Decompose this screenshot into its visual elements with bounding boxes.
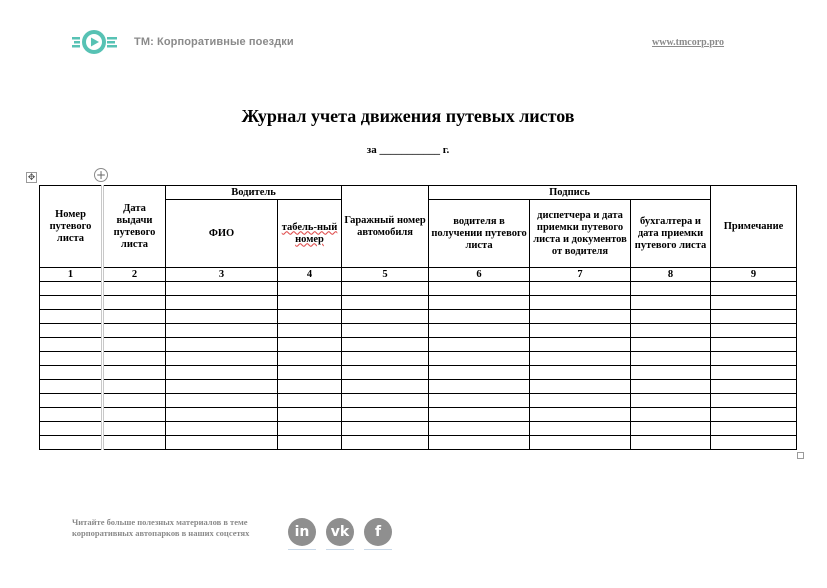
header-tab-number [278, 200, 342, 268]
table-cell[interactable] [429, 366, 530, 380]
table-cell[interactable] [40, 324, 103, 338]
table-cell[interactable] [103, 324, 166, 338]
table-cell[interactable] [166, 324, 278, 338]
column-number: 7 [530, 268, 631, 282]
linkedin-icon[interactable]: in [288, 518, 316, 546]
table-cell[interactable] [711, 408, 797, 422]
table-row [40, 352, 797, 366]
table-cell[interactable] [429, 422, 530, 436]
table-row [40, 366, 797, 380]
data-rows [40, 282, 797, 450]
header-number: Номер путевого листа [40, 186, 103, 268]
table-cell[interactable] [631, 436, 711, 450]
table-cell[interactable] [711, 352, 797, 366]
table-cell[interactable] [166, 380, 278, 394]
table-cell[interactable] [711, 324, 797, 338]
footer-text: Читайте больше полезных материалов в теме корпоративных автопарков в наших соцсетях [72, 517, 250, 538]
header-accountant-signature: бухгалтера и дата приемки путевого листа [631, 200, 711, 268]
table-cell[interactable] [278, 380, 342, 394]
table-cell[interactable] [711, 380, 797, 394]
table-cell[interactable] [166, 310, 278, 324]
table-cell[interactable] [103, 282, 166, 296]
table-cell[interactable] [103, 380, 166, 394]
table-cell[interactable] [429, 380, 530, 394]
header-date: Дата выдачи путевого листа [103, 186, 166, 268]
table-cell[interactable] [530, 366, 631, 380]
table-cell[interactable] [711, 394, 797, 408]
table-cell[interactable] [711, 282, 797, 296]
site-link[interactable]: www.tmcorp.pro [652, 37, 725, 48]
table-row [40, 436, 797, 450]
table-cell[interactable] [342, 296, 429, 310]
table-cell[interactable] [530, 352, 631, 366]
table-cell[interactable] [429, 282, 530, 296]
table-cell[interactable] [711, 436, 797, 450]
column-number: 4 [278, 268, 342, 282]
table-cell[interactable] [342, 380, 429, 394]
vk-underline [326, 549, 354, 550]
table-cell[interactable] [342, 338, 429, 352]
table-cell[interactable] [342, 394, 429, 408]
table-cell[interactable] [103, 352, 166, 366]
table-cell[interactable] [278, 352, 342, 366]
table-cell[interactable] [342, 282, 429, 296]
header-signature-group: Подпись [429, 186, 711, 200]
play-logo-icon [72, 28, 117, 56]
table-cell[interactable] [342, 408, 429, 422]
table-cell[interactable] [278, 310, 342, 324]
column-number: 5 [342, 268, 429, 282]
table-cell[interactable] [429, 408, 530, 422]
table-cell[interactable] [711, 422, 797, 436]
table-cell[interactable] [278, 436, 342, 450]
table-cell[interactable] [278, 296, 342, 310]
table-cell[interactable] [103, 436, 166, 450]
table-cell[interactable] [103, 394, 166, 408]
document-title: Журнал учета движения путевых листов [241, 106, 575, 126]
table-cell[interactable] [40, 422, 103, 436]
table-row [40, 282, 797, 296]
table-cell[interactable] [530, 394, 631, 408]
table-row [40, 422, 797, 436]
brand-name: ТМ: Корпоративные поездки [134, 36, 294, 48]
table-cell[interactable] [278, 338, 342, 352]
table-cell[interactable] [530, 296, 631, 310]
table-cell[interactable] [429, 352, 530, 366]
table-cell[interactable] [103, 408, 166, 422]
table-cell[interactable] [40, 394, 103, 408]
header-driver-group: Водитель [166, 186, 342, 200]
table-cell[interactable] [40, 380, 103, 394]
table-cell[interactable] [631, 366, 711, 380]
column-number: 1 [40, 268, 103, 282]
table-cell[interactable] [278, 394, 342, 408]
table-cell[interactable] [342, 324, 429, 338]
table-cell[interactable] [166, 338, 278, 352]
table-cell[interactable] [103, 422, 166, 436]
header-fio: ФИО [166, 200, 278, 268]
table-cell[interactable] [278, 282, 342, 296]
table-cell[interactable] [166, 296, 278, 310]
table-cell[interactable] [40, 282, 103, 296]
table-cell[interactable] [278, 324, 342, 338]
table-cell[interactable] [631, 408, 711, 422]
table-cell[interactable] [103, 310, 166, 324]
table-cell[interactable] [530, 408, 631, 422]
header-garage-number: Гаражный номер автомобиля [342, 186, 429, 268]
table-cell[interactable] [530, 310, 631, 324]
table-cell[interactable] [342, 310, 429, 324]
table-cell[interactable] [278, 366, 342, 380]
table-cell[interactable] [530, 380, 631, 394]
table-cell[interactable] [631, 310, 711, 324]
add-column-icon[interactable]: + [95, 168, 107, 182]
period-line: за ___________ г. [366, 144, 450, 156]
table-cell[interactable] [631, 352, 711, 366]
table-cell[interactable] [40, 296, 103, 310]
table-cell[interactable] [429, 338, 530, 352]
table-cell[interactable] [166, 436, 278, 450]
table-cell[interactable] [530, 324, 631, 338]
table-row [40, 296, 797, 310]
table-cell[interactable] [530, 282, 631, 296]
table-cell[interactable] [342, 436, 429, 450]
table-cell[interactable] [40, 338, 103, 352]
table-move-handle-icon[interactable]: ✥ [27, 173, 36, 183]
table-cell[interactable] [711, 338, 797, 352]
facebook-underline [364, 549, 392, 550]
table-cell[interactable] [631, 296, 711, 310]
table-cell[interactable] [711, 310, 797, 324]
table-cell[interactable] [342, 422, 429, 436]
table-cell[interactable] [342, 366, 429, 380]
table-cell[interactable] [278, 422, 342, 436]
table-cell[interactable] [631, 394, 711, 408]
table-row [40, 324, 797, 338]
table-cell[interactable] [103, 296, 166, 310]
table-cell[interactable] [40, 436, 103, 450]
table-cell[interactable] [40, 310, 103, 324]
header-note: Примечание [711, 186, 797, 268]
linkedin-underline [288, 549, 316, 550]
table-cell[interactable] [166, 352, 278, 366]
table-cell[interactable] [40, 352, 103, 366]
table-cell[interactable] [429, 394, 530, 408]
table-cell[interactable] [166, 422, 278, 436]
table-cell[interactable] [530, 422, 631, 436]
header-tab-number-text: табель-ный номер [281, 221, 338, 245]
table-cell[interactable] [631, 422, 711, 436]
table-cell[interactable] [429, 296, 530, 310]
table-cell[interactable] [278, 408, 342, 422]
table-cell[interactable] [429, 310, 530, 324]
column-number: 8 [631, 268, 711, 282]
column-number: 6 [429, 268, 530, 282]
header-dispatcher-signature: диспетчера и дата приемки путевого листа и документов от водителя [530, 200, 631, 268]
table-cell[interactable] [631, 380, 711, 394]
table-cell[interactable] [631, 338, 711, 352]
table-cell[interactable] [103, 338, 166, 352]
journal-table [39, 185, 797, 450]
table-row [40, 338, 797, 352]
table-cell[interactable] [429, 324, 530, 338]
table-row [40, 394, 797, 408]
column-number: 3 [166, 268, 278, 282]
table-cell[interactable] [166, 282, 278, 296]
vk-icon[interactable]: vk [326, 518, 354, 546]
table-cell[interactable] [166, 394, 278, 408]
table-cell[interactable] [40, 408, 103, 422]
table-cell[interactable] [631, 324, 711, 338]
table-cell[interactable] [342, 352, 429, 366]
table-cell[interactable] [40, 366, 103, 380]
column-number: 2 [103, 268, 166, 282]
table-row [40, 380, 797, 394]
facebook-icon[interactable]: f [364, 518, 392, 546]
header-driver-signature: водителя в получении путевого листа [429, 200, 530, 268]
table-cell[interactable] [166, 408, 278, 422]
table-cell[interactable] [103, 366, 166, 380]
table-cell[interactable] [631, 282, 711, 296]
table-cell[interactable] [711, 366, 797, 380]
table-resize-handle-icon[interactable] [797, 452, 804, 459]
table-cell[interactable] [429, 436, 530, 450]
table-row [40, 310, 797, 324]
table-cell[interactable] [530, 436, 631, 450]
column-number: 9 [711, 268, 797, 282]
table-cell[interactable] [711, 296, 797, 310]
table-row [40, 408, 797, 422]
table-cell[interactable] [530, 338, 631, 352]
table-cell[interactable] [166, 366, 278, 380]
